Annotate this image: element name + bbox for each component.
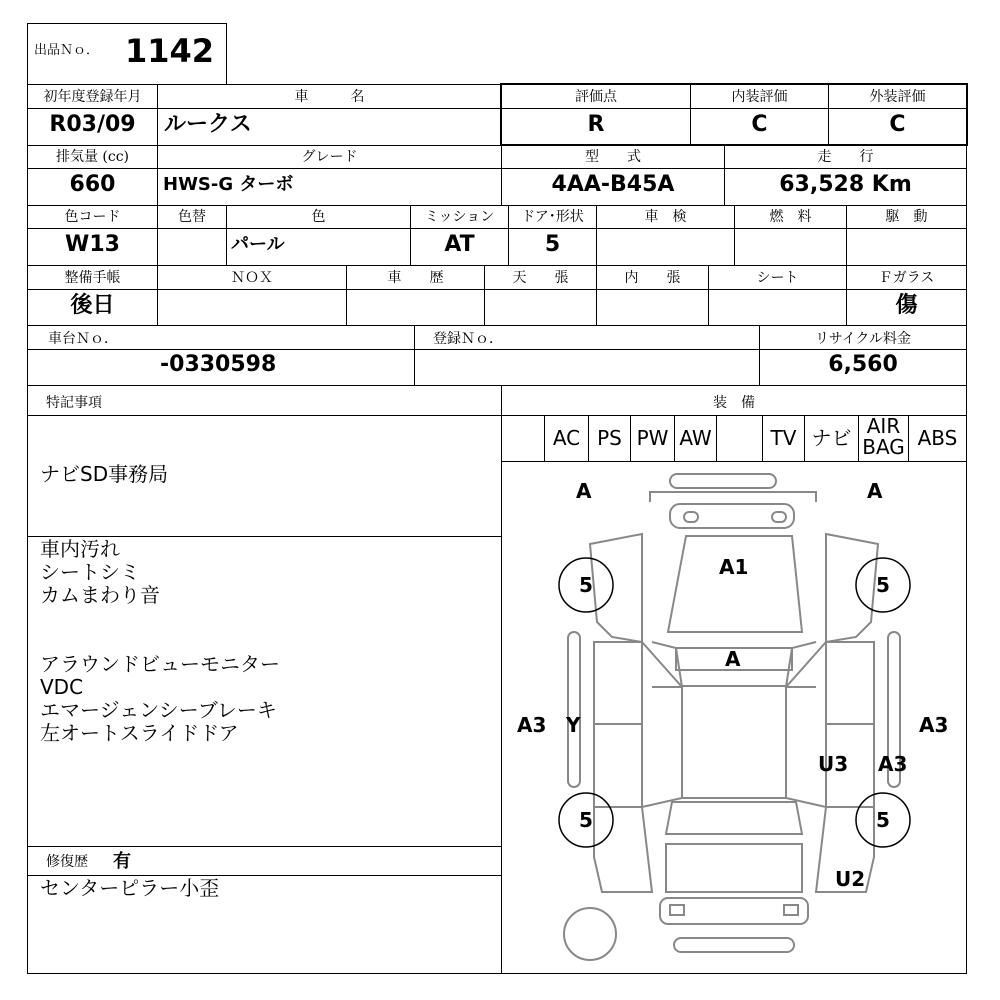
mark-left-side: A3 — [517, 713, 547, 737]
equip-aw: AW — [679, 426, 712, 450]
equip-tv: TV — [770, 426, 797, 450]
car-name-label: 車 名 — [294, 89, 365, 105]
mileage-value: 63,528 Km — [779, 172, 912, 197]
notes-label: 特記事項 — [46, 395, 102, 411]
car-name-value: ルークス — [164, 112, 252, 137]
notes-top: ナビSD事務局 — [40, 462, 169, 486]
equip-ac: AC — [552, 426, 581, 450]
lot-label: 出品Ｎｏ． — [34, 43, 100, 58]
nox-label: ＮＯＸ — [231, 270, 273, 286]
equip-navi: ナビ — [811, 426, 852, 450]
mark-tire-fl: 5 — [579, 573, 593, 597]
mark-right-rear-a: A3 — [878, 752, 908, 776]
repair-label: 修復歴 — [46, 854, 88, 870]
reg-no-label: 登録Ｎｏ． — [433, 331, 503, 347]
equip-abs: ABS — [917, 426, 958, 450]
equip-airbag: AIR BAG — [862, 414, 905, 459]
exterior-value: C — [889, 112, 906, 137]
roof-label: 天 張 — [512, 270, 569, 286]
seat-label: シート — [756, 270, 799, 286]
interior-value: C — [751, 112, 768, 137]
history-label: 車 歴 — [387, 270, 444, 286]
repair-detail: センターピラー小歪 — [40, 876, 220, 900]
chassis-label: 車台Ｎｏ． — [48, 331, 118, 347]
color-label: 色 — [311, 209, 326, 225]
mark-tire-rl: 5 — [579, 808, 593, 832]
glass-value: 傷 — [895, 293, 918, 318]
equip-pw: PW — [636, 426, 669, 450]
mark-right-side: A3 — [919, 713, 949, 737]
mark-tire-rr: 5 — [876, 808, 890, 832]
equip-ps: PS — [597, 426, 622, 450]
color-code-value: W13 — [65, 232, 120, 257]
drive-label: 駆 動 — [885, 209, 928, 225]
mission-label: ミッション — [424, 209, 495, 225]
lot-number: 1142 — [125, 32, 215, 70]
mark-left-side-y: Y — [566, 713, 581, 737]
displacement-label: 排気量 (cc) — [55, 149, 130, 165]
mark-tire-fr: 5 — [876, 573, 890, 597]
inspection-label: 車 検 — [644, 209, 687, 225]
glass-label: Ｆガラス — [878, 270, 935, 286]
color-value: パール — [231, 234, 285, 255]
interior-trim-label: 内 張 — [624, 270, 681, 286]
interior-label: 内装評価 — [731, 89, 788, 105]
first-reg-label: 初年度登録年月 — [43, 89, 142, 105]
mission-value: AT — [444, 232, 475, 257]
chassis-value: -0330598 — [160, 352, 277, 377]
recycle-label: リサイクル料金 — [814, 331, 912, 347]
exterior-label: 外装評価 — [869, 89, 926, 105]
mark-rear: U2 — [835, 867, 866, 891]
first-reg-value: R03/09 — [49, 112, 136, 137]
fuel-label: 燃 料 — [769, 209, 812, 225]
model-label: 型 式 — [585, 149, 641, 165]
displacement-value: 660 — [69, 172, 116, 197]
mark-front-right: A — [867, 479, 883, 503]
repair-value: 有 — [113, 851, 131, 872]
color-change-label: 色替 — [178, 209, 206, 225]
mark-front-left: A — [576, 479, 592, 503]
grade-value: HWS-G ターボ — [163, 174, 294, 195]
color-code-label: 色コード — [64, 209, 121, 225]
maintenance-label: 整備手帳 — [64, 270, 121, 286]
mark-right-rear-u: U3 — [818, 752, 849, 776]
score-label: 評価点 — [575, 89, 617, 105]
notes-body: 車内汚れ シートシミ カムまわり音 アラウンドビューモニター VDC エマージェンシーブレーキ 左オートスライドドア — [40, 537, 280, 745]
frame-right — [966, 84, 967, 974]
maintenance-value: 後日 — [70, 293, 115, 318]
door-label: ドア･形状 — [521, 209, 584, 225]
equipment-label: 装 備 — [713, 395, 755, 411]
frame-bottom — [27, 973, 967, 974]
mileage-label: 走 行 — [817, 149, 874, 165]
mark-windshield: A1 — [719, 555, 749, 579]
grade-label: グレード — [301, 149, 358, 165]
score-value: R — [587, 112, 605, 137]
recycle-value: 6,560 — [828, 352, 898, 377]
door-value: 5 — [544, 232, 561, 257]
model-value: 4AA-B45A — [551, 172, 675, 197]
mark-roof: A — [725, 647, 741, 671]
